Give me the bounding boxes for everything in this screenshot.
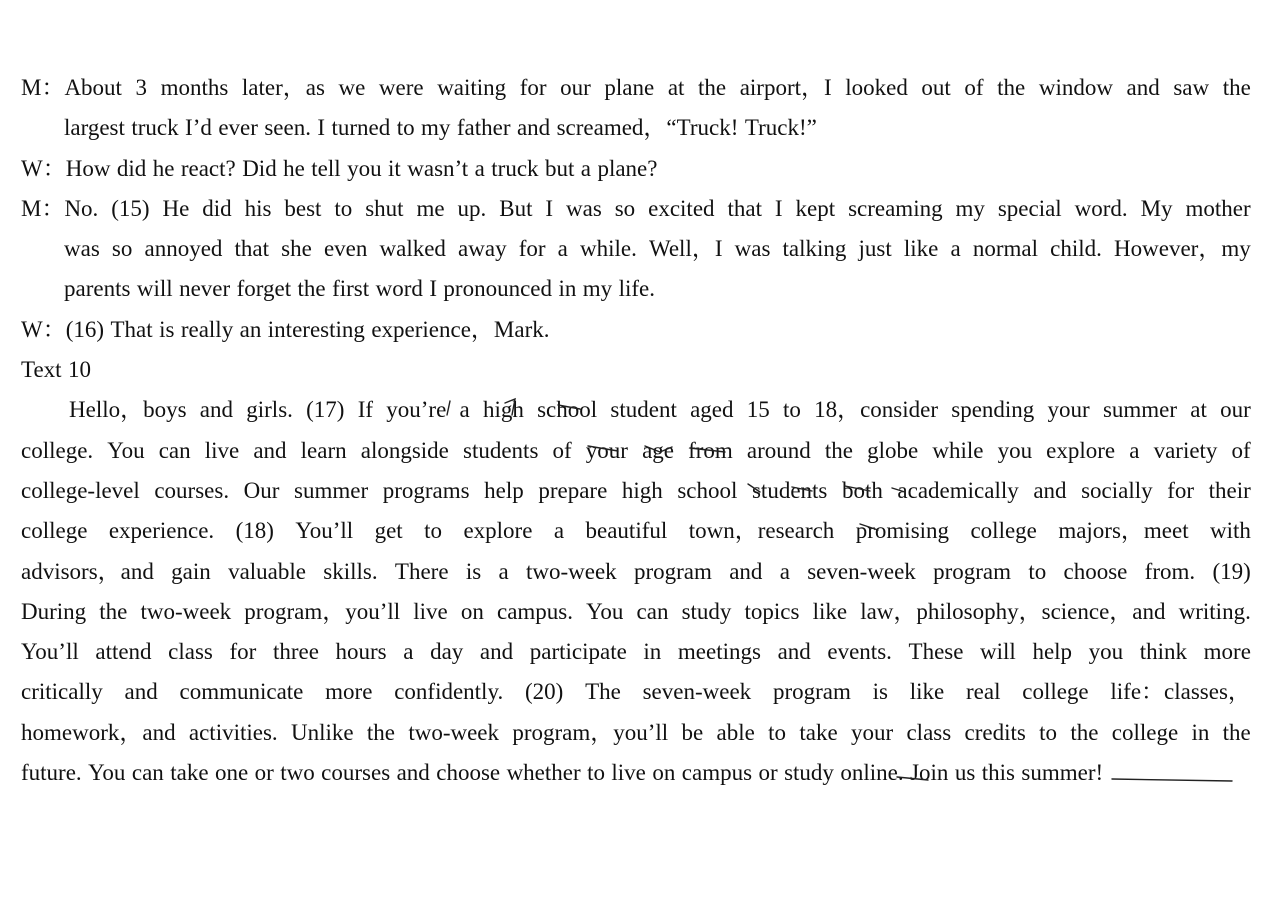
text-line: parents will never forget the first word I pronounced in my life. <box>64 276 655 302</box>
transcript-document <box>21 68 1251 793</box>
text-line: W：(16) That is really an interesting experience，Mark. <box>21 316 550 342</box>
text-line: M：No. (15) He did his best to shut me up. But I was so excited that I kept screaming my special word. My mother <box>21 195 1251 221</box>
text-line: college experience. (18) You’ll get to explore a beautiful town，research promising college majors，meet with <box>21 518 1251 544</box>
text-line: M：About 3 months later，as we were waiting for our plane at the airport，I looked out of the window and saw the <box>21 75 1251 100</box>
text-line: You’ll attend class for three hours a day and participate in meetings and events. These will help you think more <box>21 639 1251 665</box>
text-line: future. You can take one or two courses and choose whether to live on campus or study online. Join us this summer! <box>21 760 1104 786</box>
text-line: W：How did he react? Did he tell you it wasn’t a truck but a plane? <box>21 155 658 181</box>
text-line: advisors，and gain valuable skills. There is a two-week program and a seven-week program to choose from. (19) <box>21 558 1251 584</box>
text-line: college. You can live and learn alongside students of your age from around the globe while you explore a variety of <box>21 437 1251 463</box>
text-line: critically and communicate more confidently. (20) The seven-week program is like real college life：classes， <box>21 679 1251 705</box>
text-line: was so annoyed that she even walked away for a while. Well，I was talking just like a normal child. However，my <box>64 236 1251 262</box>
text-line: Text 10 <box>21 357 91 383</box>
text-line: college-level courses. Our summer programs help prepare high school students both academically and socially for their <box>21 477 1251 503</box>
text-line: largest truck I’d ever seen. I turned to my father and screamed，“Truck! Truck!” <box>64 115 817 141</box>
text-line: homework，and activities. Unlike the two-week program，you’ll be able to take your class credits to the college in the <box>21 719 1251 745</box>
text-line: Hello，boys and girls. (17) If you’re a high school student aged 15 to 18，consider spending your summer at our <box>69 397 1251 423</box>
text-line: During the two-week program，you’ll live on campus. You can study topics like law，philosophy，science，and writing. <box>21 598 1251 624</box>
